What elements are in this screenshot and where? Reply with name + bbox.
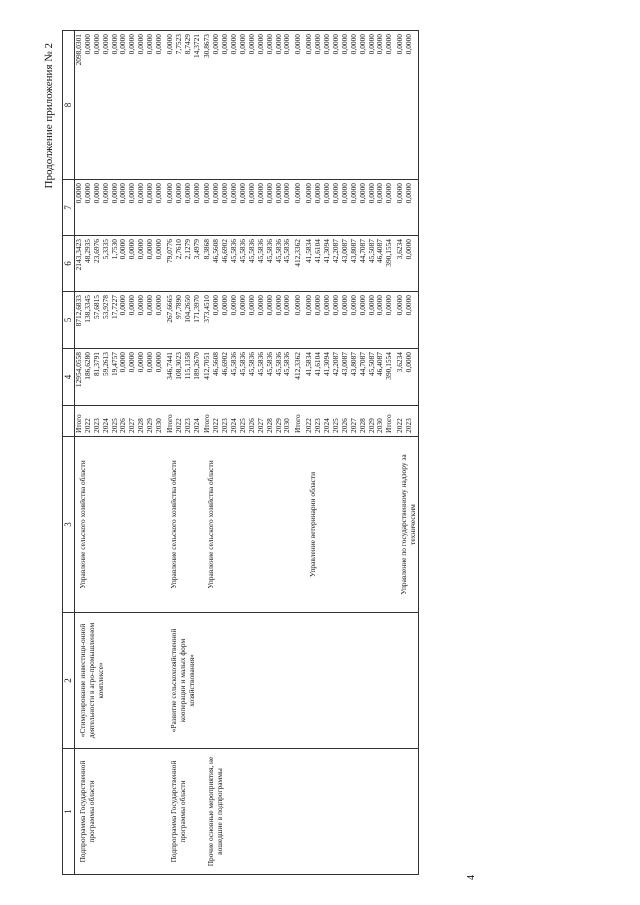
amount-col5-cell: 0,0000 <box>145 295 155 316</box>
amount-col4-cell: 43,0087 <box>339 352 349 377</box>
subprogram-status-cell <box>294 749 305 875</box>
amount-col4-cell: 412,3362 <box>293 352 303 380</box>
amount-col4-cell: 108,3023 <box>173 352 183 380</box>
section-spacer <box>414 295 416 346</box>
amount-col8-column <box>396 31 418 180</box>
year-cell: 2023 <box>220 418 230 433</box>
amount-col8-cell: 0,0000 <box>164 34 174 55</box>
year-cell: Итого <box>293 414 303 433</box>
amount-col4-cell: 45,5836 <box>255 352 265 377</box>
amount-col6-cell: 45,5087 <box>366 239 376 264</box>
amount-col8-cell: 0,0000 <box>255 34 265 55</box>
amount-col6-cell: 46,6902 <box>220 239 230 264</box>
amount-col6-cell: 2,1279 <box>182 239 192 260</box>
year-cell: 2024 <box>229 418 239 433</box>
amount-col7-cell: 0,0000 <box>238 183 248 204</box>
amount-col4-cell: 42,2087 <box>330 352 340 377</box>
amount-col8-cell: 0,0000 <box>273 34 283 55</box>
amount-col4-cell: 45,5836 <box>282 352 292 377</box>
amount-col7-column <box>203 180 294 236</box>
amount-col5-cell: 0,0000 <box>375 295 385 316</box>
amount-col7-cell: 0,0000 <box>330 183 340 204</box>
amount-col7-cell: 0,0000 <box>164 183 174 204</box>
amount-col8-cell: 0,0000 <box>348 34 358 55</box>
amount-col4-cell: 41,3094 <box>322 352 332 377</box>
year-cell: 2030 <box>375 418 385 433</box>
amount-col4-cell: 44,7087 <box>357 352 367 377</box>
amount-col8-cell: 8,7429 <box>182 34 192 55</box>
page-number: 4 <box>466 875 477 880</box>
amount-col8-cell: 0,0000 <box>100 34 110 55</box>
amount-col6-cell: 5,3335 <box>100 239 110 260</box>
section-spacer <box>414 34 416 177</box>
subprogram-status-cell <box>396 749 418 875</box>
amount-col6-column <box>305 236 396 292</box>
section-spacer <box>414 239 416 289</box>
amount-col7-cell: 0,0000 <box>100 183 110 204</box>
table-section-row <box>75 31 166 875</box>
amount-col8-cell: 0,0000 <box>384 34 394 55</box>
table-body <box>75 31 419 875</box>
amount-col7-column <box>305 180 396 236</box>
budget-table <box>62 30 419 875</box>
amount-col5-cell: 53,9278 <box>100 295 110 320</box>
amount-col8-cell: 14,3721 <box>191 34 201 59</box>
amount-col8-cell: 0,0000 <box>246 34 256 55</box>
year-cell: 2027 <box>255 418 265 433</box>
year-cell: 2022 <box>304 418 314 433</box>
amount-col5-cell: 0,0000 <box>220 295 230 316</box>
amount-col6-cell: 0,0000 <box>136 239 146 260</box>
table-section-row <box>203 31 294 875</box>
amount-col5-column <box>396 292 418 349</box>
responsible-agency-cell: Управление сельского хозяйства области <box>166 437 204 613</box>
amount-col4-cell: 45,5836 <box>273 352 283 377</box>
year-column <box>396 406 418 437</box>
amount-col6-cell: 45,5836 <box>238 239 248 264</box>
column-header: 8 <box>63 31 75 180</box>
year-cell: 2024 <box>191 418 201 433</box>
year-cell: Итого <box>202 414 212 433</box>
subprogram-status-cell: Прочие основные мероприятия, не вошедшие в подпрограммы <box>203 749 294 875</box>
amount-col7-cell: 0,0000 <box>246 183 256 204</box>
amount-col5-cell: 0,0000 <box>313 295 323 316</box>
year-cell: 2024 <box>322 418 332 433</box>
amount-col4-cell: 59,2613 <box>100 352 110 377</box>
amount-col4-cell: 0,0000 <box>136 352 146 373</box>
year-cell: 2022 <box>82 418 92 433</box>
column-header: 6 <box>63 236 75 292</box>
amount-col4-cell: 0,0000 <box>127 352 137 373</box>
year-cell: 2029 <box>366 418 376 433</box>
table-section-row <box>396 31 418 875</box>
amount-col7-cell: 0,0000 <box>264 183 274 204</box>
year-cell: 2028 <box>264 418 274 433</box>
year-cell: 2026 <box>118 418 128 433</box>
amount-col4-column <box>396 349 418 406</box>
year-cell: 2025 <box>109 418 119 433</box>
amount-col8-cell: 0,0000 <box>229 34 239 55</box>
amount-col6-cell: 45,5836 <box>282 239 292 264</box>
amount-col8-cell: 2098,0301 <box>74 34 83 66</box>
amount-col8-cell: 0,0000 <box>322 34 332 55</box>
year-column <box>75 406 166 437</box>
amount-col5-cell: 0,0000 <box>273 295 283 316</box>
amount-col5-cell: 138,3345 <box>82 295 92 323</box>
amount-col5-cell: 0,0000 <box>348 295 358 316</box>
amount-col7-cell: 0,0000 <box>322 183 332 204</box>
amount-col8-cell: 0,0000 <box>366 34 376 55</box>
amount-col4-cell: 43,8087 <box>348 352 358 377</box>
amount-col5-cell: 0,0000 <box>211 295 221 316</box>
amount-col8-cell: 0,0000 <box>82 34 92 55</box>
amount-col5-cell: 8712,6833 <box>74 295 83 327</box>
amount-col8-cell: 0,0000 <box>109 34 119 55</box>
amount-col4-cell: 0,0000 <box>404 352 414 373</box>
amount-col8-column <box>305 31 396 180</box>
amount-col4-cell: 115,1358 <box>182 352 192 380</box>
amount-col8-cell: 0,0000 <box>264 34 274 55</box>
amount-col4-cell: 186,6280 <box>82 352 92 380</box>
subprogram-name-cell: «Развитие сельскохозяйственной кооперации и малых форм хозяйствования» <box>166 613 204 749</box>
year-column <box>166 406 204 437</box>
amount-col5-column <box>203 292 294 349</box>
amount-col5-cell: 0,0000 <box>127 295 137 316</box>
year-cell: 2023 <box>182 418 192 433</box>
amount-col7-cell: 0,0000 <box>202 183 212 204</box>
amount-col6-cell: 8,3868 <box>202 239 212 260</box>
amount-col4-cell: 45,5836 <box>229 352 239 377</box>
amount-col5-cell: 0,0000 <box>246 295 256 316</box>
amount-col4-cell: 12954,0558 <box>74 352 83 388</box>
year-column <box>203 406 294 437</box>
column-header <box>63 406 75 437</box>
amount-col5-cell: 0,0000 <box>229 295 239 316</box>
amount-col6-cell: 43,0087 <box>339 239 349 264</box>
year-cell: 2030 <box>282 418 292 433</box>
amount-col5-column <box>166 292 204 349</box>
amount-col7-cell: 0,0000 <box>339 183 349 204</box>
amount-col7-cell: 0,0000 <box>118 183 128 204</box>
amount-col8-cell: 0,0000 <box>375 34 385 55</box>
amount-col8-cell: 0,0000 <box>404 34 414 55</box>
year-cell: 2029 <box>145 418 155 433</box>
amount-col5-cell: 104,2650 <box>182 295 192 323</box>
column-number-row <box>63 31 75 875</box>
amount-col5-cell: 373,4510 <box>202 295 212 323</box>
amount-col4-cell: 45,5836 <box>246 352 256 377</box>
year-cell: 2027 <box>348 418 358 433</box>
amount-col7-cell: 0,0000 <box>220 183 230 204</box>
year-cell: Итого <box>164 414 174 433</box>
amount-col4-cell: 46,5608 <box>211 352 221 377</box>
amount-col4-cell: 41,5834 <box>304 352 314 377</box>
amount-col6-cell: 0,0000 <box>145 239 155 260</box>
amount-col4-column <box>203 349 294 406</box>
amount-col5-cell: 0,0000 <box>118 295 128 316</box>
amount-col7-cell: 0,0000 <box>282 183 292 204</box>
amount-col8-cell: 0,0000 <box>395 34 405 55</box>
amount-col5-cell: 17,7227 <box>109 295 119 320</box>
amount-col7-cell: 0,0000 <box>82 183 92 204</box>
year-cell: 2028 <box>136 418 146 433</box>
amount-col6-cell: 23,6976 <box>91 239 101 264</box>
amount-col8-cell: 0,0000 <box>220 34 230 55</box>
amount-col5-cell: 0,0000 <box>357 295 367 316</box>
amount-col7-cell: 0,0000 <box>313 183 323 204</box>
amount-col6-cell: 3,6234 <box>395 239 405 260</box>
amount-col5-cell: 0,0000 <box>366 295 376 316</box>
amount-col5-cell: 0,0000 <box>238 295 248 316</box>
amount-col6-cell: 44,7087 <box>357 239 367 264</box>
amount-col7-cell: 0,0000 <box>109 183 119 204</box>
amount-col8-cell: 0,0000 <box>154 34 164 55</box>
amount-col8-column <box>203 31 294 180</box>
amount-col7-cell: 0,0000 <box>395 183 405 204</box>
amount-col7-cell: 0,0000 <box>211 183 221 204</box>
responsible-agency-cell: Управление сельского хозяйства области <box>75 437 166 613</box>
amount-col6-cell: 43,8087 <box>348 239 358 264</box>
subprogram-status-cell: Подпрограмма Государственной программы области <box>166 749 204 875</box>
subprogram-name-cell <box>294 613 305 749</box>
amount-col4-cell: 0,0000 <box>118 352 128 373</box>
amount-col4-cell: 390,1554 <box>384 352 394 380</box>
amount-col7-cell: 0,0000 <box>91 183 101 204</box>
year-cell: 2022 <box>173 418 183 433</box>
amount-col4-cell: 412,7051 <box>202 352 212 380</box>
amount-col6-cell: 1,7530 <box>109 239 119 260</box>
amount-col4-cell: 346,7441 <box>164 352 174 380</box>
responsible-agency-cell: Управление сельского хозяйства области <box>203 437 294 613</box>
amount-col6-cell: 45,5836 <box>273 239 283 264</box>
amount-col8-column <box>166 31 204 180</box>
amount-col8-cell: 0,0000 <box>127 34 137 55</box>
amount-col5-cell: 0,0000 <box>404 295 414 316</box>
year-cell: 2028 <box>357 418 367 433</box>
amount-col4-cell: 45,5836 <box>264 352 274 377</box>
amount-col6-cell: 41,6104 <box>313 239 323 264</box>
year-cell: 2027 <box>127 418 137 433</box>
amount-col5-cell: 0,0000 <box>395 295 405 316</box>
year-cell: 2023 <box>313 418 323 433</box>
amount-col8-cell: 0,0000 <box>293 34 303 55</box>
amount-col4-cell: 0,0000 <box>154 352 164 373</box>
amount-col6-cell: 2143,3423 <box>74 239 83 271</box>
section-spacer <box>414 408 416 433</box>
amount-col7-cell: 0,0000 <box>404 183 414 204</box>
amount-col5-cell: 0,0000 <box>264 295 274 316</box>
section-spacer <box>414 183 416 233</box>
amount-col5-cell: 0,0000 <box>384 295 394 316</box>
amount-col8-cell: 30,8673 <box>202 34 212 59</box>
amount-col6-cell: 41,3094 <box>322 239 332 264</box>
amount-col7-cell: 0,0000 <box>145 183 155 204</box>
amount-col4-column <box>166 349 204 406</box>
amount-col7-column <box>396 180 418 236</box>
amount-col5-cell: 97,7890 <box>173 295 183 320</box>
amount-col7-cell: 0,0000 <box>127 183 137 204</box>
amount-col6-column <box>396 236 418 292</box>
amount-col8-cell: 0,0000 <box>238 34 248 55</box>
amount-col5-cell: 171,3970 <box>191 295 201 323</box>
amount-col4-column <box>305 349 396 406</box>
table-section-row <box>294 31 305 875</box>
amount-col8-cell: 7,7523 <box>173 34 183 55</box>
amount-col5-cell: 0,0000 <box>330 295 340 316</box>
amount-col7-cell: 0,0000 <box>293 183 303 204</box>
column-header: 3 <box>63 437 75 613</box>
table-section-row <box>305 31 396 875</box>
amount-col7-column <box>166 180 204 236</box>
subprogram-name-cell: «Стимулирование инвестици-онной деятельности в агро-промышленном комплексе» <box>75 613 166 749</box>
amount-col7-cell: 0,0000 <box>173 183 183 204</box>
rotated-page-content <box>40 35 600 880</box>
amount-col6-cell: 45,5836 <box>255 239 265 264</box>
year-cell: 2030 <box>154 418 164 433</box>
amount-col6-cell: 0,0000 <box>154 239 164 260</box>
amount-col4-cell: 45,5087 <box>366 352 376 377</box>
year-cell: 2029 <box>273 418 283 433</box>
amount-col6-cell: 3,4979 <box>191 239 201 260</box>
amount-col4-cell: 0,0000 <box>145 352 155 373</box>
amount-col7-cell: 0,0000 <box>191 183 201 204</box>
amount-col4-cell: 46,4087 <box>375 352 385 377</box>
amount-col6-cell: 390,1554 <box>384 239 394 267</box>
year-cell: 2026 <box>246 418 256 433</box>
column-header: 5 <box>63 292 75 349</box>
amount-col5-cell: 0,0000 <box>322 295 332 316</box>
responsible-agency-cell <box>294 437 305 613</box>
amount-col5-cell: 267,6665 <box>164 295 174 323</box>
subprogram-status-cell: Подпрограмма Государственной программы области <box>75 749 166 875</box>
amount-col5-cell: 0,0000 <box>136 295 146 316</box>
amount-col7-cell: 0,0000 <box>273 183 283 204</box>
amount-col7-cell: 0,0000 <box>348 183 358 204</box>
table-section-row <box>166 31 204 875</box>
amount-col6-cell: 0,0000 <box>118 239 128 260</box>
amount-col7-column <box>75 180 166 236</box>
column-header: 1 <box>63 749 75 875</box>
amount-col6-cell: 48,2935 <box>82 239 92 264</box>
amount-col4-cell: 41,6104 <box>313 352 323 377</box>
year-cell: 2024 <box>100 418 110 433</box>
amount-col6-cell: 45,5836 <box>246 239 256 264</box>
amount-col8-cell: 0,0000 <box>330 34 340 55</box>
column-header: 4 <box>63 349 75 406</box>
amount-col7-cell: 0,0000 <box>366 183 376 204</box>
amount-col8-cell: 0,0000 <box>136 34 146 55</box>
year-cell: 2023 <box>91 418 101 433</box>
amount-col8-cell: 0,0000 <box>211 34 221 55</box>
amount-col6-cell: 412,3362 <box>293 239 303 267</box>
amount-col5-column <box>305 292 396 349</box>
subprogram-name-cell <box>305 613 396 749</box>
amount-col8-cell: 0,0000 <box>357 34 367 55</box>
year-cell: 2025 <box>330 418 340 433</box>
amount-col7-cell: 0,0000 <box>229 183 239 204</box>
amount-col8-cell: 0,0000 <box>91 34 101 55</box>
amount-col7-cell: 0,0000 <box>304 183 314 204</box>
year-cell: 2025 <box>238 418 248 433</box>
responsible-agency-cell: Управление по государственному надзору за техническим <box>396 437 418 613</box>
amount-col6-cell: 45,5836 <box>264 239 274 264</box>
amount-col6-column <box>203 236 294 292</box>
subprogram-name-cell <box>396 613 418 749</box>
amount-col4-cell: 81,3791 <box>91 352 101 377</box>
year-cell: Итого <box>384 414 394 433</box>
amount-col5-cell: 0,0000 <box>339 295 349 316</box>
year-cell: 2026 <box>339 418 349 433</box>
amount-col5-cell: 0,0000 <box>293 295 303 316</box>
amount-col8-cell: 0,0000 <box>339 34 349 55</box>
amount-col6-cell: 41,5834 <box>304 239 314 264</box>
amount-col7-cell: 0,0000 <box>375 183 385 204</box>
amount-col4-cell: 45,5836 <box>238 352 248 377</box>
responsible-agency-cell: Управление ветеринарии области <box>305 437 396 613</box>
amount-col8-cell: 0,0000 <box>304 34 314 55</box>
amount-col7-cell: 0,0000 <box>154 183 164 204</box>
amount-col7-cell: 0,0000 <box>357 183 367 204</box>
amount-col6-cell: 2,7610 <box>173 239 183 260</box>
column-header: 2 <box>63 613 75 749</box>
amount-col8-cell: 0,0000 <box>313 34 323 55</box>
amount-col5-cell: 0,0000 <box>154 295 164 316</box>
amount-col6-cell: 46,4087 <box>375 239 385 264</box>
amount-col5-cell: 0,0000 <box>304 295 314 316</box>
amount-col7-cell: 0,0000 <box>384 183 394 204</box>
amount-col8-cell: 0,0000 <box>282 34 292 55</box>
amount-col5-column <box>75 292 166 349</box>
year-cell: 2022 <box>211 418 221 433</box>
year-cell: 2022 <box>395 418 405 433</box>
column-header: 7 <box>63 180 75 236</box>
amount-col6-cell: 0,0000 <box>127 239 137 260</box>
appendix-title: Продолжение приложения № 2 <box>43 43 55 189</box>
amount-col7-cell: 0,0000 <box>74 183 83 204</box>
amount-col6-column <box>166 236 204 292</box>
year-column <box>305 406 396 437</box>
amount-col4-cell: 19,4757 <box>109 352 119 377</box>
amount-col4-cell: 189,2670 <box>191 352 201 380</box>
amount-col7-cell: 0,0000 <box>182 183 192 204</box>
amount-col6-cell: 46,5608 <box>211 239 221 264</box>
amount-col8-cell: 0,0000 <box>145 34 155 55</box>
subprogram-status-cell <box>305 749 396 875</box>
amount-col4-column <box>75 349 166 406</box>
amount-col4-cell: 46,6902 <box>220 352 230 377</box>
amount-col5-cell: 0,0000 <box>255 295 265 316</box>
year-cell: Итого <box>74 414 83 433</box>
amount-col6-cell: 45,5836 <box>229 239 239 264</box>
amount-col4-cell: 3,6234 <box>395 352 405 373</box>
amount-col6-cell: 79,0776 <box>164 239 174 264</box>
amount-col7-cell: 0,0000 <box>136 183 146 204</box>
amount-col6-cell: 42,2087 <box>330 239 340 264</box>
subprogram-name-cell <box>203 613 294 749</box>
amount-col5-cell: 57,6815 <box>91 295 101 320</box>
amount-col8-column <box>75 31 166 180</box>
section-spacer <box>414 352 416 403</box>
year-cell: 2023 <box>404 418 414 433</box>
amount-col5-cell: 0,0000 <box>282 295 292 316</box>
amount-col8-cell: 0,0000 <box>118 34 128 55</box>
amount-col6-column <box>75 236 166 292</box>
amount-col7-cell: 0,0000 <box>255 183 265 204</box>
amount-col6-cell: 0,0000 <box>404 239 414 260</box>
